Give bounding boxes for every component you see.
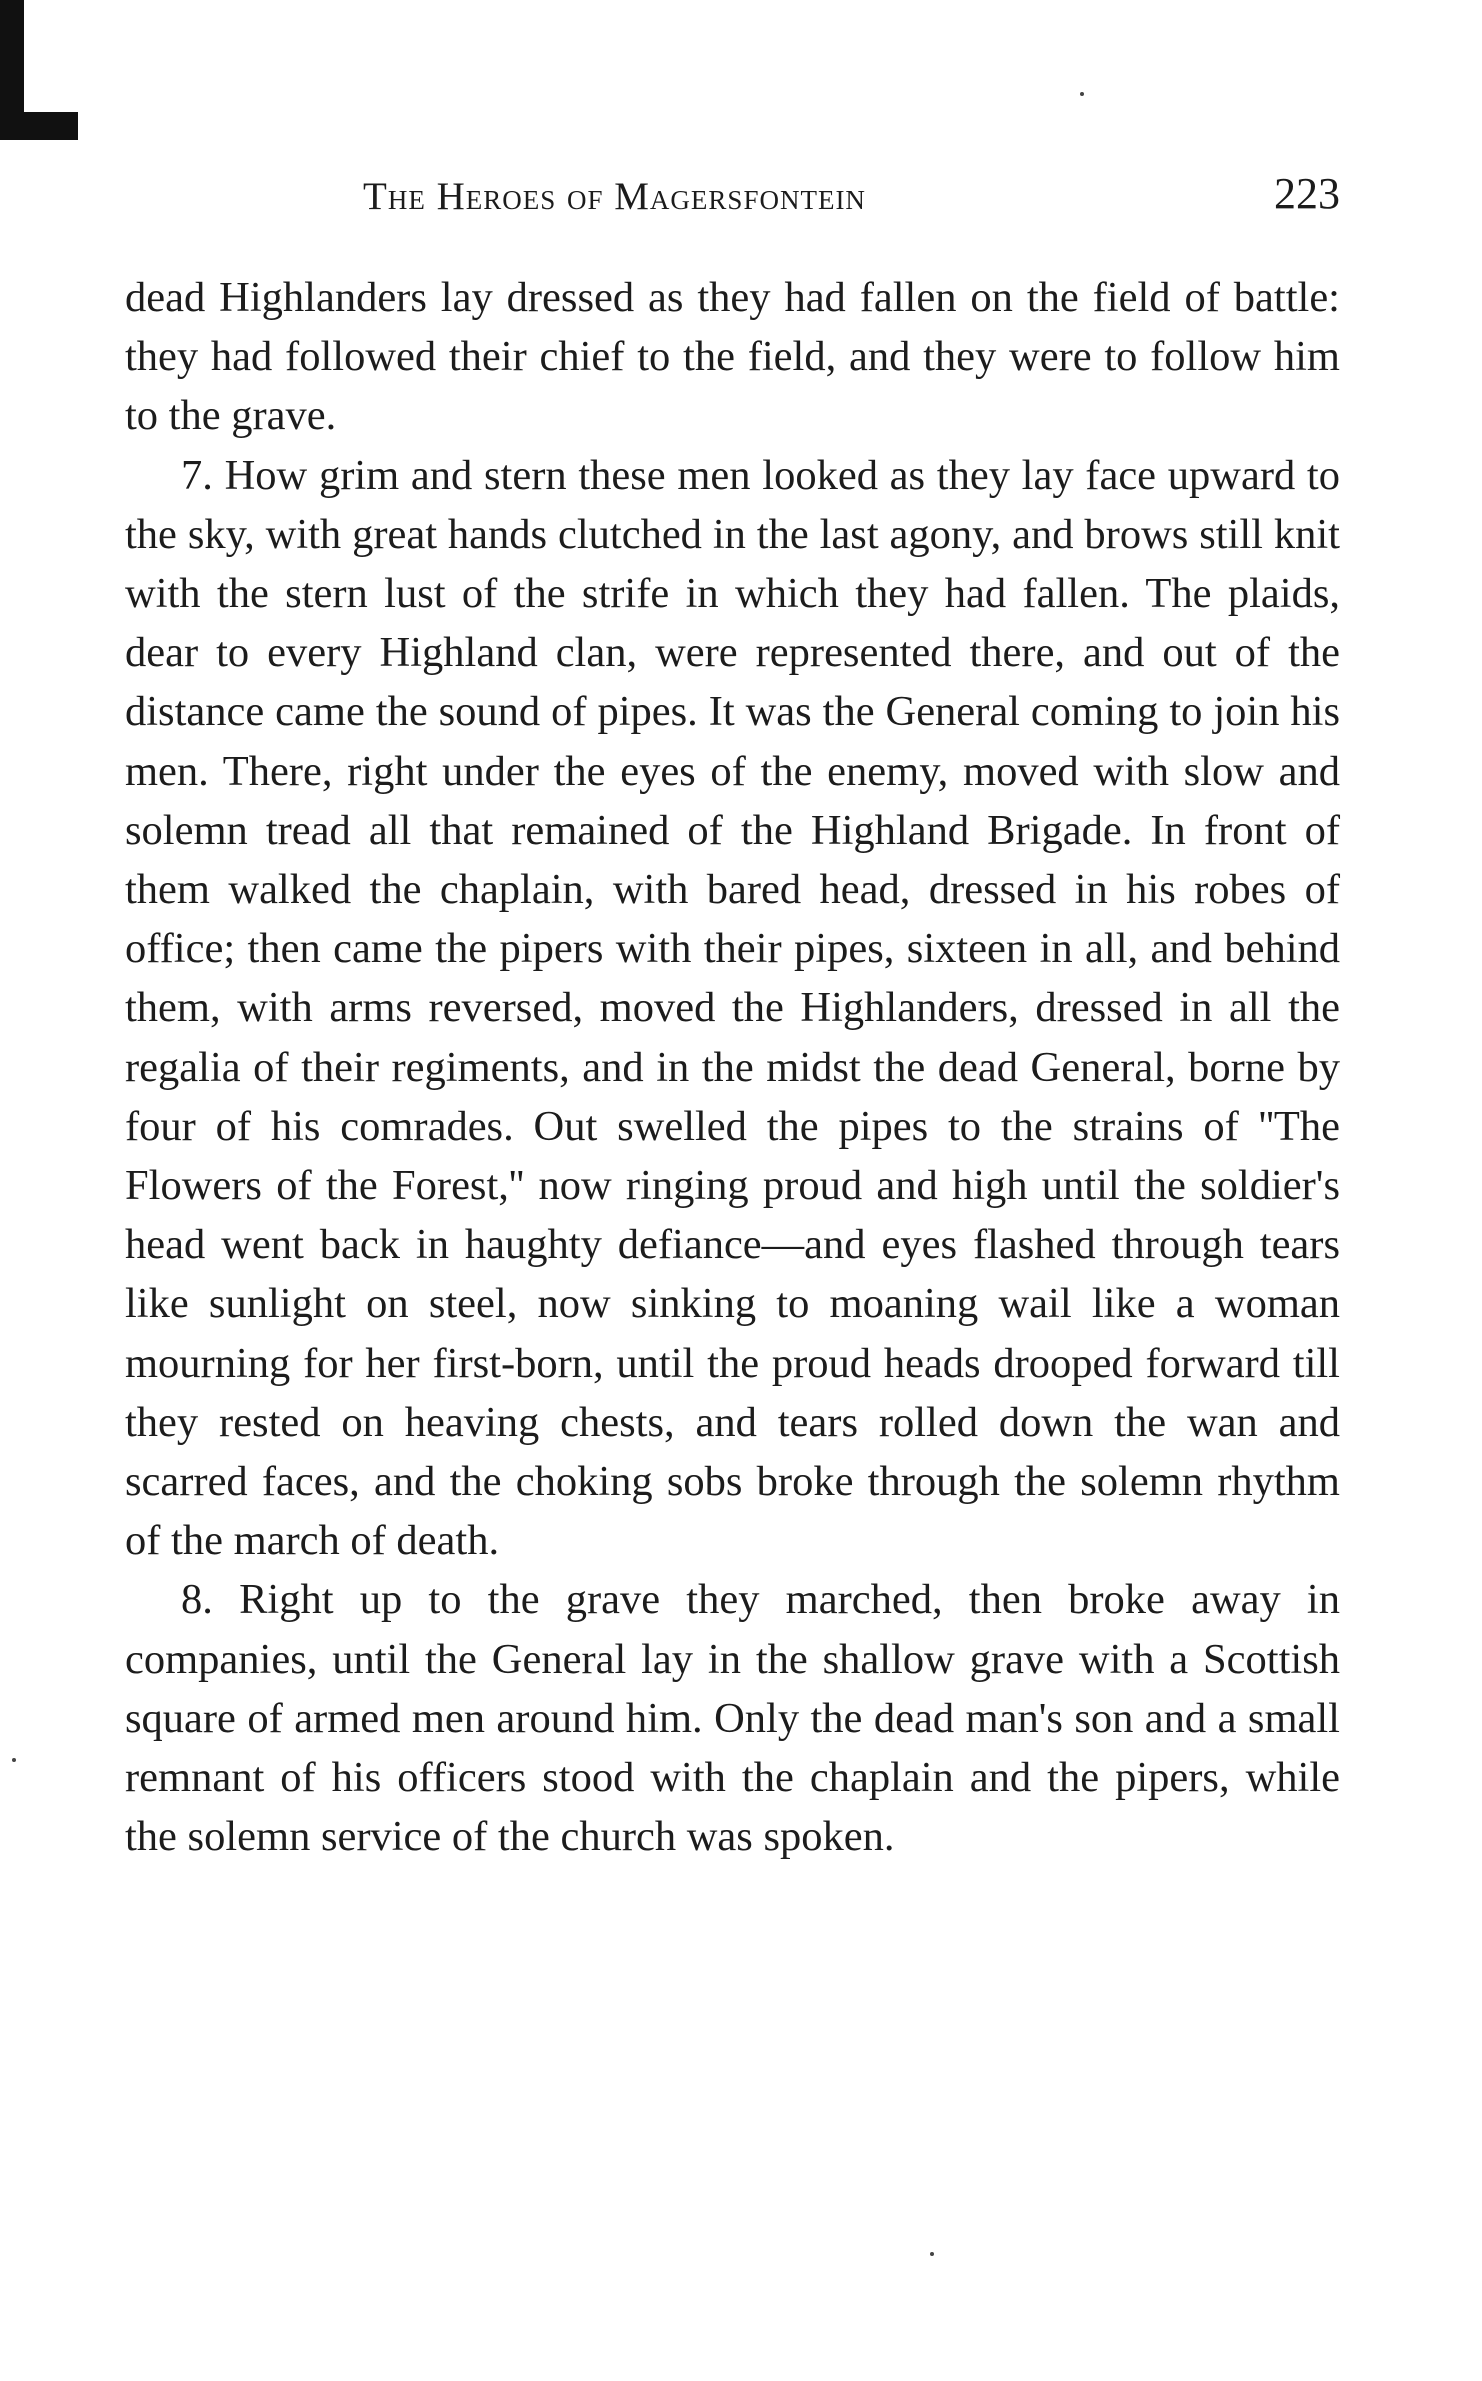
paragraph-8	[125, 1570, 1340, 1866]
paragraph-text: dead Highlanders lay dressed as they had fallen on the field of battle: they had followed their chief to the field, and they were to follow him to the grave.	[125, 274, 1340, 440]
paragraph-number: 7.	[181, 451, 213, 499]
body-text	[125, 268, 1340, 1866]
paragraph-continuation	[125, 268, 1340, 446]
paragraph-text: Right up to the grave they marched, then broke away in companies, until the General lay in the shallow grave with a Scottish square of armed men around him. Only the dead man's son and a small remnant of his officers stood with the chaplain and the pipers, while the solemn service of the church was spoken.	[125, 1576, 1340, 1861]
paragraph-text: How grim and stern these men looked as they lay face upward to the sky, with great hands clutched in the last agony, and brows still knit with the stern lust of the strife in which they had fallen. The plaids, dear to every Highland clan, were represented there, and out of the distance came the sound of pipes. It was the General coming to join his men. There, right under the eyes of the enemy, moved with slow and solemn tread all that remained of the Highland Brigade. In front of them walked the chaplain, with bared head, dressed in his robes of office; then came the pipers with their pipes, sixteen in all, and behind them, with arms reversed, moved the Highlanders, dressed in all the regalia of their regiments, and in the midst the dead General, borne by four of his comrades. Out swelled the pipes to the strains of ''The Flowers of the Forest,'' now ringing proud and high until the soldier's head went back in haughty defiance—and eyes flashed through tears like sunlight on steel, now sinking to moaning wail like a woman mourning for her first-born, until the proud heads drooped forward till they rested on heaving chests, and tears rolled down the wan and scarred faces, and the choking sobs broke through the solemn rhythm of the march of death.	[125, 451, 1340, 1565]
scan-speck	[930, 2252, 934, 2256]
page-number: 223	[1274, 169, 1340, 218]
scan-speck	[1080, 92, 1084, 96]
running-title: The Heroes of Magersfontein	[363, 175, 866, 218]
paragraph-number: 8.	[181, 1576, 213, 1624]
scan-speck	[12, 1758, 16, 1762]
scan-edge-mark-foot	[0, 112, 78, 140]
page-header	[125, 168, 1340, 228]
paragraph-7	[125, 446, 1340, 1571]
